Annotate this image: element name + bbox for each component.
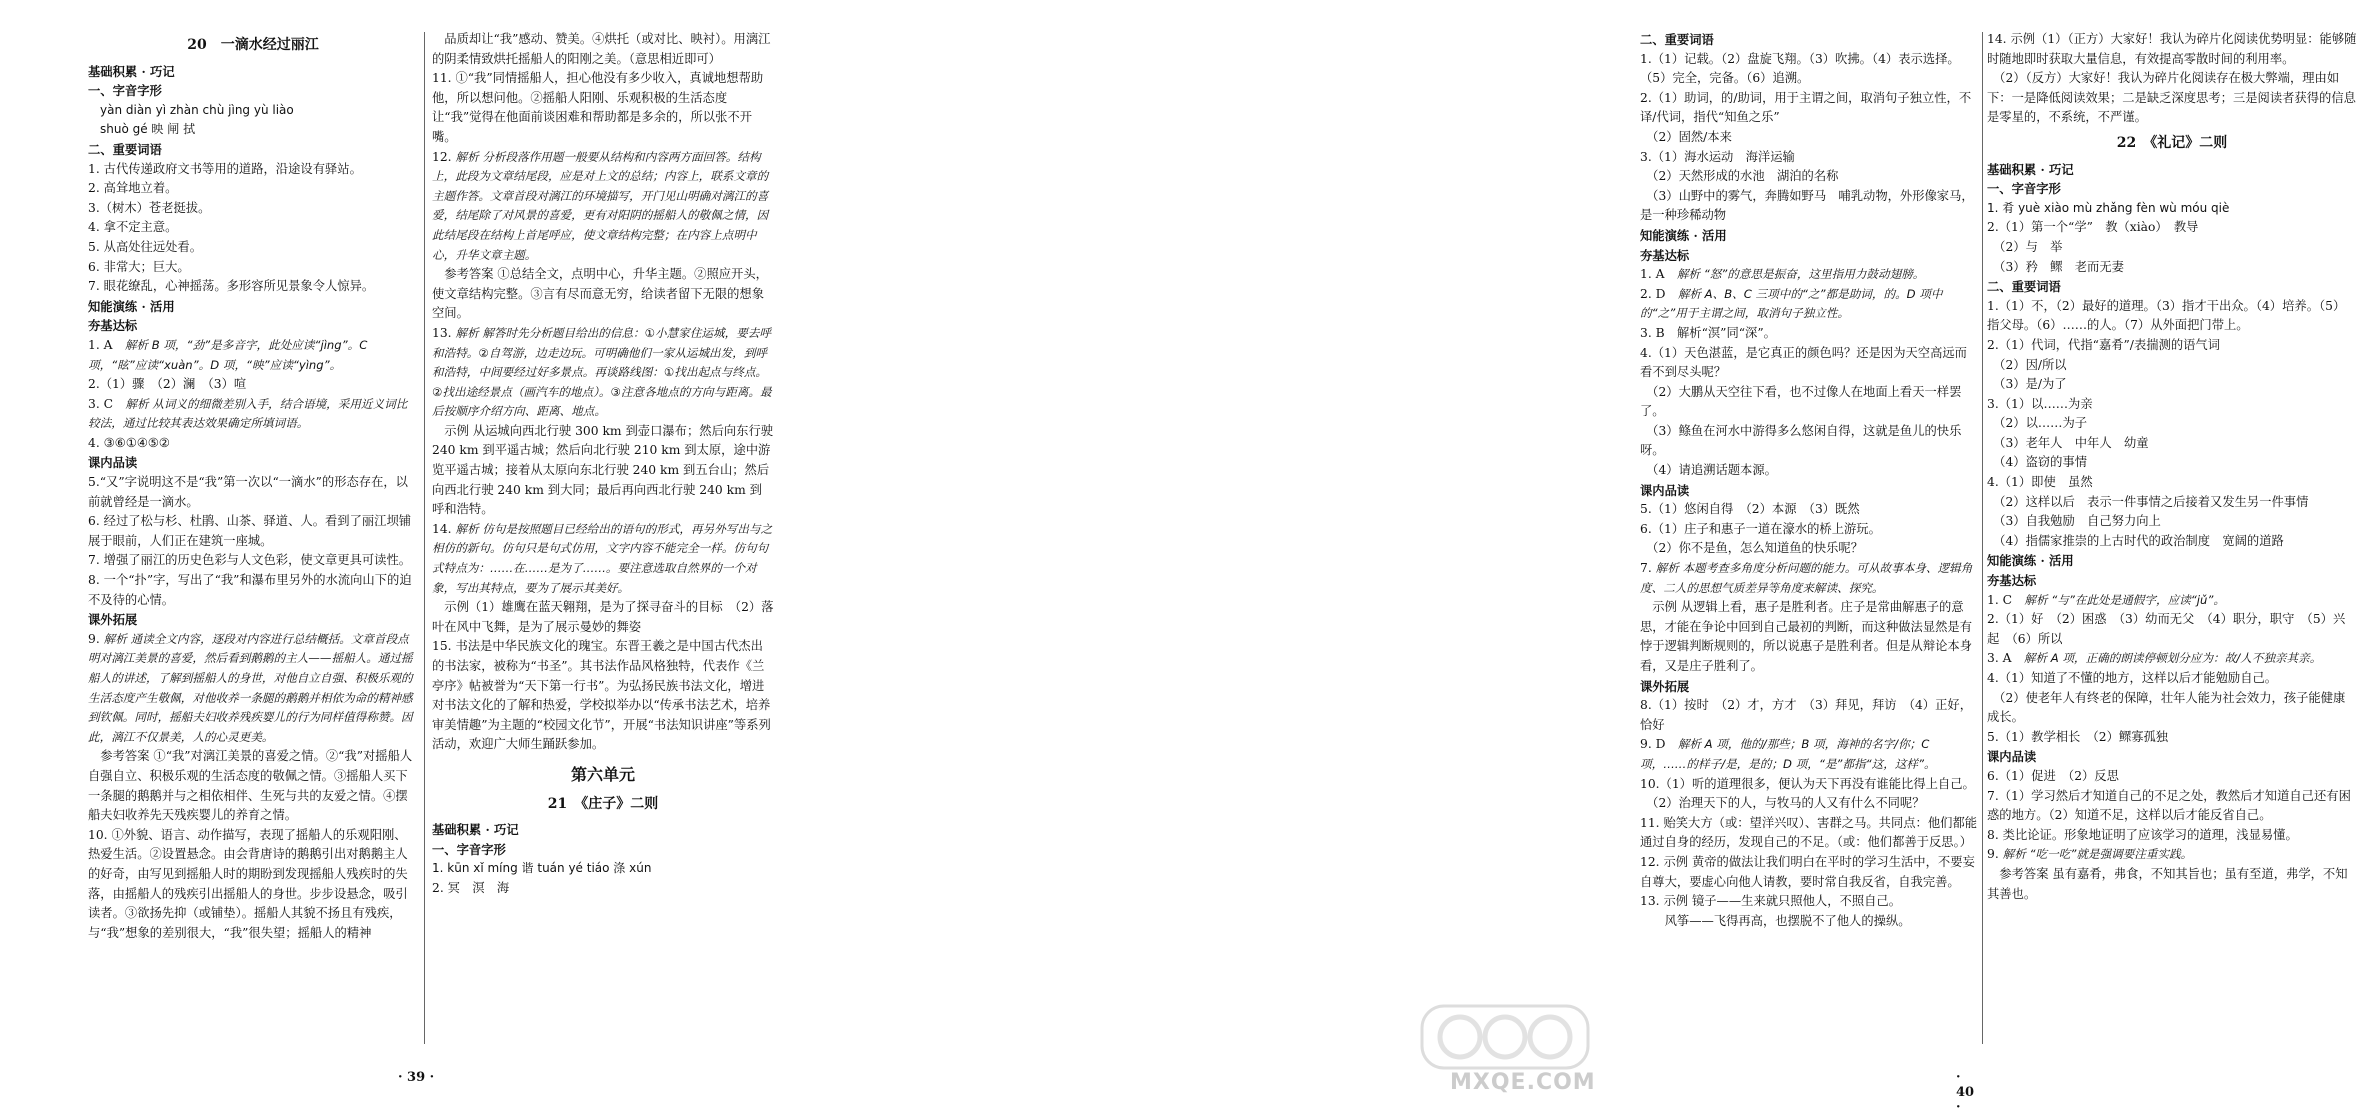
answer-explanation: 解析 本题考查多角度分析问题的能力。可从故事本身、逻辑角度、二人的思想气质差异等角度来解读、探究。 xyxy=(1640,561,1973,595)
answer-line: （3）山野中的雾气，奔腾如野马 哺乳动物，外形像家马，是一种珍稀动物 xyxy=(1640,188,1974,223)
answer-line: 7. 增强了丽江的历史色彩与人文色彩，使文章更具可读性。 xyxy=(88,553,412,568)
subsection-heading: 课外拓展 xyxy=(1640,678,1690,694)
subsection-heading: 夯基达标 xyxy=(1987,573,2037,589)
answer-line: （2）天然形成的水池 湖泊的名称 xyxy=(1640,169,1839,184)
answer-line: 示例（1）雄鹰在蓝天翱翔，是为了探寻奋斗的目标 （2）落叶在风中飞舞，是为了展示曼妙的舞姿 xyxy=(432,600,774,634)
answer-line: （3）老年人 中年人 幼童 xyxy=(1987,435,2149,450)
answer-number: 9. xyxy=(88,631,104,646)
column-4 xyxy=(1987,30,2357,904)
answer-item xyxy=(432,324,774,422)
answer-explanation: 解析 “吃一吃”就是强调要注重实践。 xyxy=(2002,847,2193,862)
answer-explanation: 解析 A 项，正确的朗读停顿划分应为：故/人不独亲其亲。 xyxy=(2023,651,2322,666)
answer-number: 13. xyxy=(432,325,456,340)
answer-explanation: 解析 仿句是按照题目已经给出的语句的形式，再另外写出与之相仿的新句。仿句只是句式仿用，文字内容不能完全一样。仿句句式特点为：……在……是为了……。要注意选取自然界的一个对象，写出其特点，要为了展示其美好。 xyxy=(432,521,773,595)
answer-line: 11. ①“我”同情摇船人，担心他没有多少收入，真诚地想帮助他，所以想问他。②摇船人阳刚、乐观积极的生活态度让“我”觉得在他面前谈困难和帮助都是多余的，所以张不开嘴。 xyxy=(432,71,764,144)
answer-line: 2. 冥 溟 海 xyxy=(432,880,510,895)
answer-item xyxy=(432,148,774,266)
answer-line: 3.（1）以……为亲 xyxy=(1987,396,2093,411)
column-1 xyxy=(88,30,418,943)
page-left xyxy=(0,0,800,1101)
answer-line: 5.（1）教学相长 （2）鳏寡孤独 xyxy=(1987,729,2169,744)
answer-line: 2. 高耸地立着。 xyxy=(88,181,178,196)
answer-line: （2）你不是鱼，怎么知道鱼的快乐呢？ xyxy=(1640,541,1864,556)
answer-line: 2.（1）好 （2）困惑 （3）幼而无父 （4）职分，职守 （5）兴起 （6）所以 xyxy=(1987,612,2346,646)
subsection-heading: 课外拓展 xyxy=(88,612,138,628)
subsection-heading: 夯基达标 xyxy=(88,318,138,334)
section-title: 20 一滴水经过丽江 xyxy=(187,37,319,53)
section-heading: 知能演练 · 活用 xyxy=(88,298,175,314)
section-title: 22 《礼记》二则 xyxy=(2116,134,2228,151)
answer-number: 7. xyxy=(1640,561,1656,576)
answer-line: 参考答案 ①“我”对漓江美景的喜爱之情。②“我”对摇船人自强自立、积极乐观的生活态度的敬佩之情。③摇船人买下一条腿的鹅鹅并与之相依相伴、生死与共的友爱之情。④摆船夫妇收养先天残疾婴儿的养育之情。 xyxy=(88,749,413,823)
answer-line: 8. 一个“扑”字，写出了“我”和瀑布里另外的水流向山下的迫不及待的心情。 xyxy=(88,573,412,607)
subsection-heading: 夯基达标 xyxy=(1640,247,1690,263)
answer-line: 6.（1）促进 （2）反思 xyxy=(1987,768,2119,783)
answer-line: （4）指儒家推崇的上古时代的政治制度 宽阔的道路 xyxy=(1987,533,2284,548)
answer-line: 品质却让“我”感动、赞美。④烘托（或对比、映衬）。用漓江的阴柔情致烘托摇船人的阳刚之美。（意思相近即可） xyxy=(432,32,771,66)
subsection-heading: 二、重要词语 xyxy=(1640,32,1714,47)
answer-line: 10. ①外貌、语言、动作描写，表现了摇船人的乐观阳刚、热爱生活。②设置悬念。由会背唐诗的鹅鹅引出对鹅鹅主人的好奇，由写见到摇船人时的期盼到发现摇船人残疾时的失落，由摇船人的残疾引出摇船人的身世。步步设悬念，吸引读者。③欲扬先抑（或铺垫）。摇船人其貌不扬且有残疾，与“我”想象的差别很大，“我”很失望；摇船人的精神 xyxy=(88,827,408,940)
answer-item xyxy=(1987,845,2357,865)
answer-line: 参考答案 虽有嘉肴，弗食，不知其旨也；虽有至道，弗学，不知其善也。 xyxy=(1987,866,2348,901)
subsection-heading: 课内品读 xyxy=(88,455,138,471)
answer-item xyxy=(1987,591,2357,611)
subsection-heading: 课内品读 xyxy=(1640,482,1690,498)
answer-line: （3）是/为了 xyxy=(1987,377,2067,392)
answer-line: 4. ③⑥①④⑤② xyxy=(88,435,170,450)
column-3 xyxy=(1640,30,1978,931)
column-divider xyxy=(424,32,425,1044)
answer-line: 参考答案 ①总结全文，点明中心，升华主题。②照应开头，使文章结构完整。③言有尽而意无穷，给读者留下无限的想象空间。 xyxy=(432,267,768,321)
answer-line: 4.（1）即使 虽然 xyxy=(1987,475,2093,490)
answer-number: 12. xyxy=(432,149,456,164)
answer-line: （3）矜 鳏 老而无妻 xyxy=(1987,259,2124,274)
pinyin-line: 1. kūn xǐ míng 谐 tuán yé tiáo 涤 xún xyxy=(432,861,652,876)
answer-item xyxy=(88,336,418,375)
answer-explanation: 解析 B 项，“劲”是多音字，此处应读“jìng”。C 项，“眩”应读“xuàn”。D 项，“映”应读“yìng”。 xyxy=(88,337,372,372)
answer-explanation: 解析 “怒”的意思是振奋，这里指用力鼓动翅膀。 xyxy=(1676,267,1925,282)
answer-number: 9. xyxy=(1987,847,2003,862)
section-heading: 知能演练 · 活用 xyxy=(1987,553,2074,569)
answer-item xyxy=(432,520,774,598)
answer-line: 8.（1）按时 （2）才，方才 （3）拜见，拜访 （4）正好，恰好 xyxy=(1640,698,1973,732)
answer-line: 2.（1）第一个“学” 教（xiào） 教导 xyxy=(1987,220,2199,235)
answer-number: 1. C xyxy=(1987,592,2025,607)
answer-item xyxy=(1987,649,2357,669)
answer-item xyxy=(1640,559,1978,598)
answer-line: 8. 类比论证。形象地证明了应该学习的道理，浅显易懂。 xyxy=(1987,827,2298,842)
column-divider xyxy=(1982,32,1983,1044)
answer-explanation: 解析 通读全文内容，逐段对内容进行总结概括。文章首段点明对漓江美景的喜爱，然后看到鹅鹅的主人——摇船人。通过摇船人的讲述，了解到摇船人的身世，对他自立自强、积极乐观的生活态度产生敬佩，对他收养一条腿的鹅鹅并相依为命的精神感到钦佩。同时，摇船夫妇收养残疾婴儿的行为同样值得称赞。因此，漓江不仅景美，人的心灵更美。 xyxy=(88,631,413,744)
answer-line: （2）与 举 xyxy=(1987,239,2063,254)
answer-line: （2）因/所以 xyxy=(1987,357,2067,372)
answer-explanation: 解析 “与”在此处是通假字，应读“jǔ”。 xyxy=(2024,592,2225,607)
answer-line: 6. 非常大；巨大。 xyxy=(88,259,190,274)
answer-line: 2.（1）骤 （2）澜 （3）喧 xyxy=(88,377,247,392)
answer-line: 13. 示例 镜子——生来就只照他人，不照自己。 xyxy=(1640,894,1902,909)
answer-number: 1. A xyxy=(1640,267,1677,282)
answer-line: 示例 从运城向西北行驶 300 km 到壶口瀑布；然后向东行驶 240 km 到平遥古城；然后向北行驶 210 km 到太原，途中游览平遥古城；接着从太原向东北行驶 240 km 到五台山；然后向西北行驶 240 km 到大同；最后再向西北行驶 240 km 到呼和浩特。 xyxy=(432,423,777,517)
unit-title: 第六单元 xyxy=(570,764,635,784)
answer-line: （2）以……为子 xyxy=(1987,416,2088,431)
answer-line: 12. 示例 黄帝的做法让我们明白在平时的学习生活中，不要妄自尊大，要虚心向他人请教，要时常自我反省，自我完善。 xyxy=(1640,854,1975,889)
answer-line: （2）固然/本来 xyxy=(1640,129,1732,144)
answer-line: 1.（1）不，（2）最好的道理。（3）指才干出众。（4）培养。（5）指父母。（6）……的人。（7）从外面把门带上。 xyxy=(1987,298,2346,333)
answer-line: 5.“又”字说明这不是“我”第一次以“一滴水”的形态存在，以前就曾经是一滴水。 xyxy=(88,475,408,509)
answer-item xyxy=(1640,285,1978,324)
answer-explanation: 解析 解答时先分析题目给出的信息：①小慧家住运城，要去呼和浩特。②自驾游，边走边玩。可明确他们一家从运城出发，到呼和浩特，中间要经过好多景点。再谈路线图：①找出起点与终点。②找出途经景点（画汽车的地点）。③注意各地点的方向与距离。最后按顺序介绍方向、距离、地点。 xyxy=(432,325,772,419)
answer-line: 5.（1）悠闲自得 （2）本源 （3）既然 xyxy=(1640,502,1860,517)
answer-number: 3. C xyxy=(88,396,126,411)
answer-number: 9. D xyxy=(1640,737,1678,752)
subsection-heading: 一、字音字形 xyxy=(88,83,162,99)
answer-item xyxy=(1640,735,1978,774)
page-number: · 39 · xyxy=(398,1070,435,1085)
answer-line: 7.（1）学习然后才知道自己的不足之处，教然后才知道自己还有困惑的地方。（2）知道不足，这样以后才能反省自己。 xyxy=(1987,788,2351,823)
answer-line: 10.（1）听的道理很多，便认为天下再没有谁能比得上自己。 xyxy=(1640,776,1975,791)
answer-number: 14. xyxy=(432,521,456,536)
answer-line: 风筝——飞得再高，也摆脱不了他人的操纵。 xyxy=(1640,913,1911,928)
answer-line: 1.（1）记载。（2）盘旋飞翔。（3）吹拂。（4）表示选择。（5）完全，完备。（6）追溯。 xyxy=(1640,51,1960,86)
section-title: 21 《庄子》二则 xyxy=(547,795,659,812)
answer-line: （2）治理天下的人，与牧马的人又有什么不同呢？ xyxy=(1640,796,1925,811)
answer-line: 示例 从逻辑上看，惠子是胜利者。庄子是常曲解惠子的意思，才能在争论中回到自己最初的判断，而这种做法显然是有悖于逻辑判断规则的，所以说惠子是胜利者。但是从辩论本身看，又是庄子胜利了。 xyxy=(1640,600,1973,673)
answer-item xyxy=(88,395,418,434)
section-heading: 基础积累 · 巧记 xyxy=(432,822,519,838)
answer-line: 5. 从高处往远处看。 xyxy=(88,239,203,254)
answer-explanation: 解析 A 项，他的/那些；B 项，海神的名字/你；C 项，……的样子/是，是的；D 项，“是”都指“这，这样”。 xyxy=(1640,737,1936,771)
answer-line: 3.（树木）苍老挺拔。 xyxy=(88,200,211,215)
answer-line: 11. 贻笑大方（或：望洋兴叹）、害群之马。共同点：他们都能通过自身的经历，发现自己的不足。（或：他们都善于反思。） xyxy=(1640,815,1978,850)
page-right xyxy=(800,0,2357,1115)
answer-explanation: 解析 A、B、C 三项中的“之”都是助词，的。D 项中的“之”用于主谓之间，取消句子独立性。 xyxy=(1640,286,1943,321)
subsection-heading: 一、字音字形 xyxy=(1987,181,2061,197)
answer-line: 4.（1）天色湛蓝，是它真正的颜色吗？还是因为天空高远而看不到尽头呢？ xyxy=(1640,345,1967,380)
answer-line: 4.（1）知道了不懂的地方，这样以后才能勉励自己。 xyxy=(1987,671,2278,685)
answer-line: （3）自我勉励 自己努力向上 xyxy=(1987,514,2161,529)
answer-item xyxy=(88,630,418,748)
answer-line: （2）使老年人有终老的保障，壮年人能为社会效力，孩子能健康成长。 xyxy=(1987,690,2346,725)
answer-line: 2.（1）代词，代指“嘉肴”/表揣测的语气词 xyxy=(1987,337,2221,352)
subsection-heading: 一、字音字形 xyxy=(432,841,506,857)
answer-line: （4）请追溯话题本源。 xyxy=(1640,463,1777,478)
pinyin-line: shuò gé 映 闸 拭 xyxy=(88,122,196,137)
page-number: · 40 · xyxy=(1956,1070,1975,1115)
answer-explanation: 解析 从词义的细微差别入手，结合语境，采用近义词比较法，通过比较其表达效果确定所填词语。 xyxy=(88,396,408,431)
answer-line: 6.（1）庄子和惠子一道在濠水的桥上游玩。 xyxy=(1640,521,1881,536)
answer-line: 1. 古代传递政府文书等用的道路，沿途设有驿站。 xyxy=(88,161,362,176)
section-heading: 知能演练 · 活用 xyxy=(1640,227,1727,243)
answer-line: （4）盗窃的事情 xyxy=(1987,455,2088,470)
answer-line: 3.（1）海水运动 海洋运输 xyxy=(1640,149,1795,164)
answer-line: 2.（1）助词，的/助词，用于主谓之间，取消句子独立性，不译/代词，指代“知鱼之乐” xyxy=(1640,90,1972,125)
column-2 xyxy=(432,30,777,899)
answer-line: （2）（反方）大家好！我认为碎片化阅读存在极大弊端，理由如下：一是降低阅读效果；二是缺乏深度思考；三是阅读者获得的信息是零星的，不系统，不严谨。 xyxy=(1987,71,2356,125)
answer-number: 1. A xyxy=(88,337,125,352)
answer-line: 3. B 解析“溟”同“深”。 xyxy=(1640,325,1776,340)
answer-number: 2. D xyxy=(1640,286,1678,301)
watermark-text: MXQE.COM xyxy=(1450,1070,1596,1095)
answer-item xyxy=(1640,265,1978,285)
answer-explanation: 解析 分析段落作用题一般要从结构和内容两方面回答。结构上，此段为文章结尾段，应是对上文的总结；内容上，联系文章的主题作答。文章首段对漓江的环境描写，开门见山明确对漓江的喜爱，结尾除了对风景的喜爱，更有对阳阴的摇船人的敬佩之情，因此结尾段在结构上首尾呼应，使文章结构完整；在内容上点明中心，升华文章主题。 xyxy=(432,149,769,262)
answer-number: 3. A xyxy=(1987,651,2024,666)
answer-line: 15. 书法是中华民族文化的瑰宝。东晋王羲之是中国古代杰出的书法家，被称为“书圣”。其书法作品风格独特，代表作《兰亭序》帖被誉为“天下第一行书”。为弘扬民族书法文化，增进对书法文化的了解和热爱，学校拟举办以“传承书法艺术，培养审美情趣”为主题的“校园文化节”，开展“书法知识讲座”等系列活动，欢迎广大师生踊跃参加。 xyxy=(432,639,771,752)
subsection-heading: 二、重要词语 xyxy=(1987,279,2061,295)
answer-line: 7. 眼花缭乱，心神摇荡。多形容所见景象令人惊异。 xyxy=(88,279,375,294)
answer-line: （3）鲦鱼在河水中游得多么悠闲自得，这就是鱼儿的快乐呀。 xyxy=(1640,423,1962,458)
pinyin-line: yàn diàn yì zhàn chù jìng yù liào xyxy=(88,102,294,117)
pinyin-line: 1. 肴 yuè xiào mù zhǎng fèn wù móu qiè xyxy=(1987,200,2230,215)
answer-line: 14. 示例（1）（正方）大家好！我认为碎片化阅读优势明显：能够随时随地即时获取大量信息，有效提高零散时间的利用率。 xyxy=(1987,32,2357,66)
answer-line: （2）大鹏从天空往下看，也不过像人在地面上看天一样罢了。 xyxy=(1640,384,1962,419)
answer-line: 6. 经过了松与杉、杜鹃、山茶、驿道、人。看到了丽江坝铺展于眼前，人们正在建筑一座城。 xyxy=(88,514,412,548)
subsection-heading: 二、重要词语 xyxy=(88,141,162,157)
subsection-heading: 课内品读 xyxy=(1987,749,2037,765)
answer-line: （2）这样以后 表示一件事情之后接着又发生另一件事情 xyxy=(1987,494,2309,509)
answer-line: 4. 拿不定主意。 xyxy=(88,220,178,235)
section-heading: 基础积累 · 巧记 xyxy=(1987,161,2074,177)
section-heading: 基础积累 · 巧记 xyxy=(88,63,175,79)
